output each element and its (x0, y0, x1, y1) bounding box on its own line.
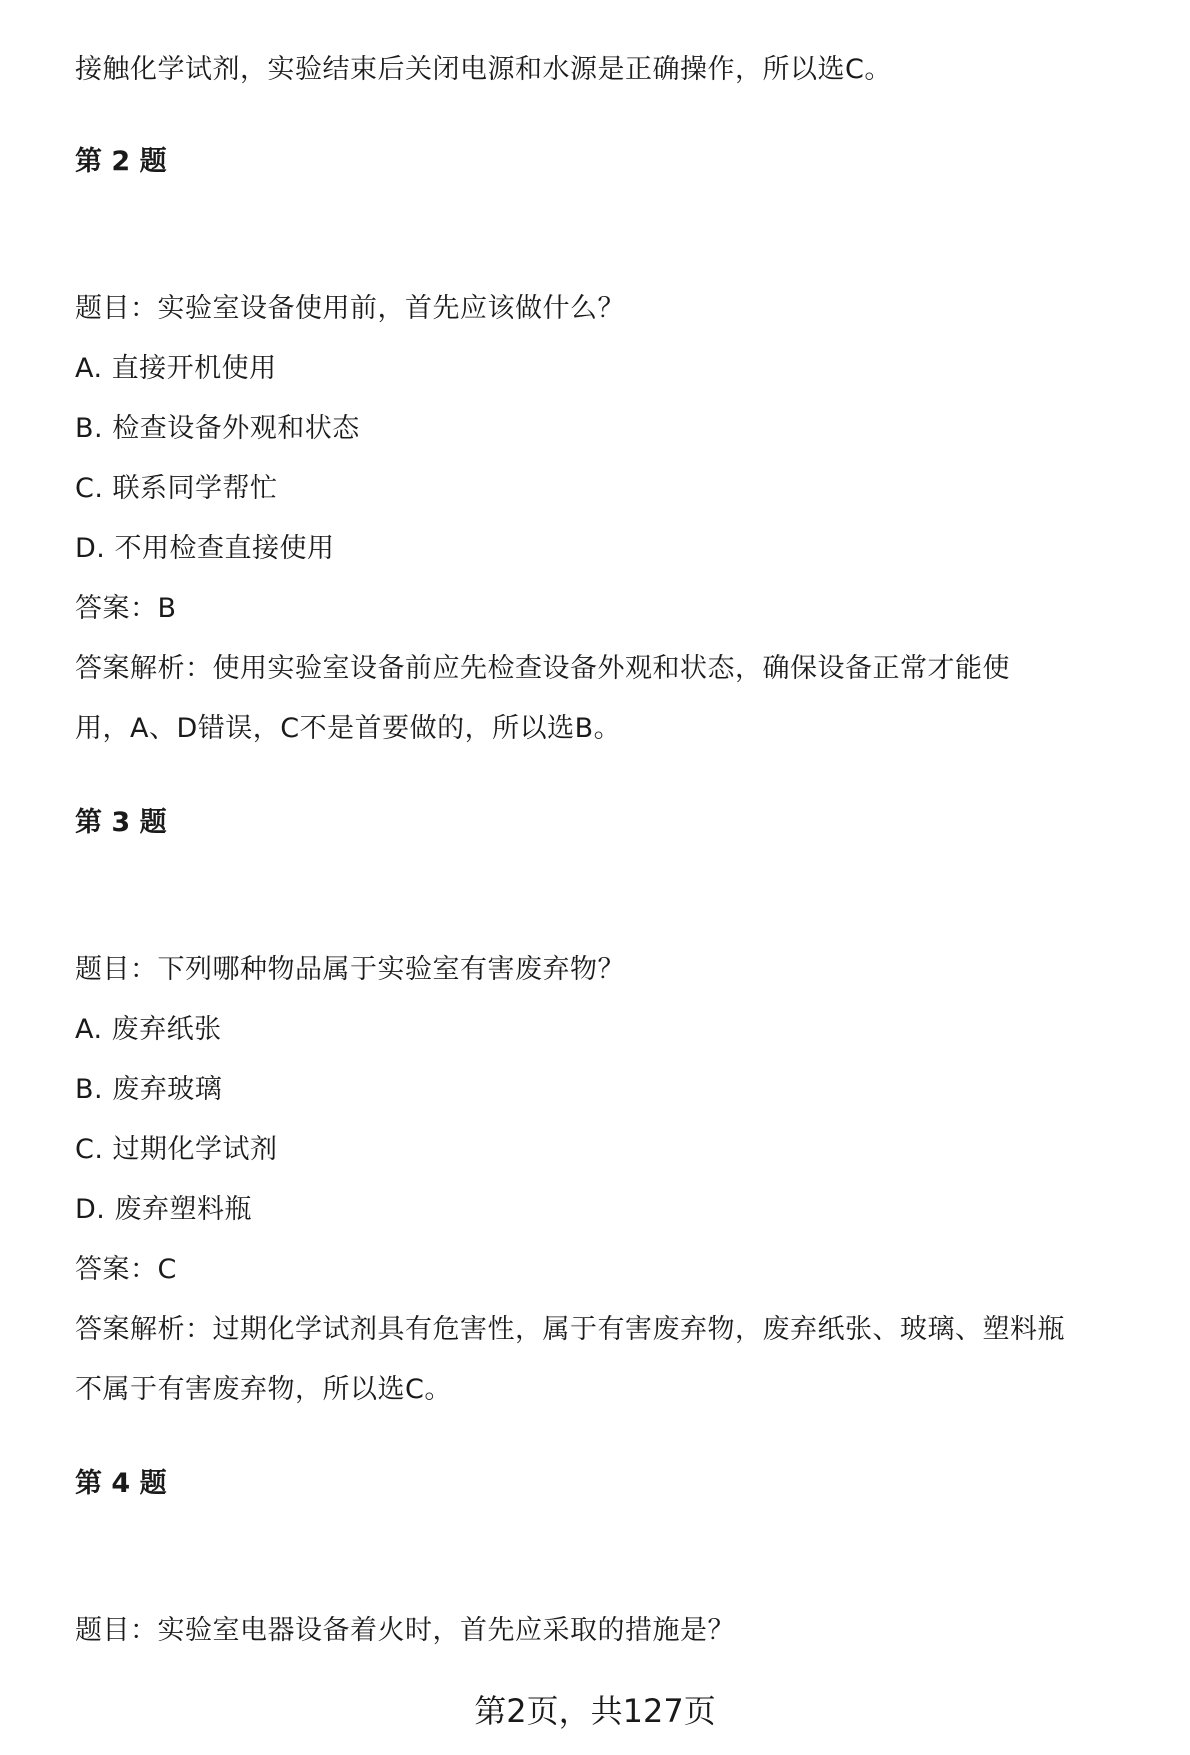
question-3-explanation-line-2: 不属于有害废弃物，所以选C。 (75, 1374, 452, 1405)
question-3-text: 题目：下列哪种物品属于实验室有害废弃物？ (75, 954, 625, 985)
question-3-explanation-line-1: 答案解析：过期化学试剂具有危害性，属于有害废弃物，废弃纸张、玻璃、塑料瓶 (75, 1314, 1065, 1345)
question-2-option-d: D. 不用检查直接使用 (75, 533, 335, 564)
question-2-answer: 答案：B (75, 593, 177, 624)
question-3-option-a: A. 废弃纸张 (75, 1014, 222, 1045)
question-2-option-b: B. 检查设备外观和状态 (75, 413, 360, 444)
question-3-option-c: C. 过期化学试剂 (75, 1134, 278, 1165)
question-2-option-c: C. 联系同学帮忙 (75, 473, 278, 504)
question-2-text: 题目：实验室设备使用前，首先应该做什么？ (75, 293, 625, 324)
previous-explanation-tail: 接触化学试剂，实验结束后关闭电源和水源是正确操作，所以选C。 (75, 54, 892, 85)
question-2-explanation-line-2: 用，A、D错误，C不是首要做的，所以选B。 (75, 713, 622, 744)
question-3-option-b: B. 废弃玻璃 (75, 1074, 223, 1105)
question-3-option-d: D. 废弃塑料瓶 (75, 1194, 252, 1225)
question-2-heading: 第 2 题 (75, 146, 167, 177)
question-4-heading: 第 4 题 (75, 1468, 167, 1499)
question-3-heading: 第 3 题 (75, 807, 167, 838)
question-3-answer: 答案：C (75, 1254, 177, 1285)
question-2-option-a: A. 直接开机使用 (75, 353, 277, 384)
question-4-text: 题目：实验室电器设备着火时，首先应采取的措施是？ (75, 1615, 735, 1646)
question-2-explanation-line-1: 答案解析：使用实验室设备前应先检查设备外观和状态，确保设备正常才能使 (75, 653, 1010, 684)
page-number-footer: 第2页，共127页 (474, 1692, 716, 1730)
